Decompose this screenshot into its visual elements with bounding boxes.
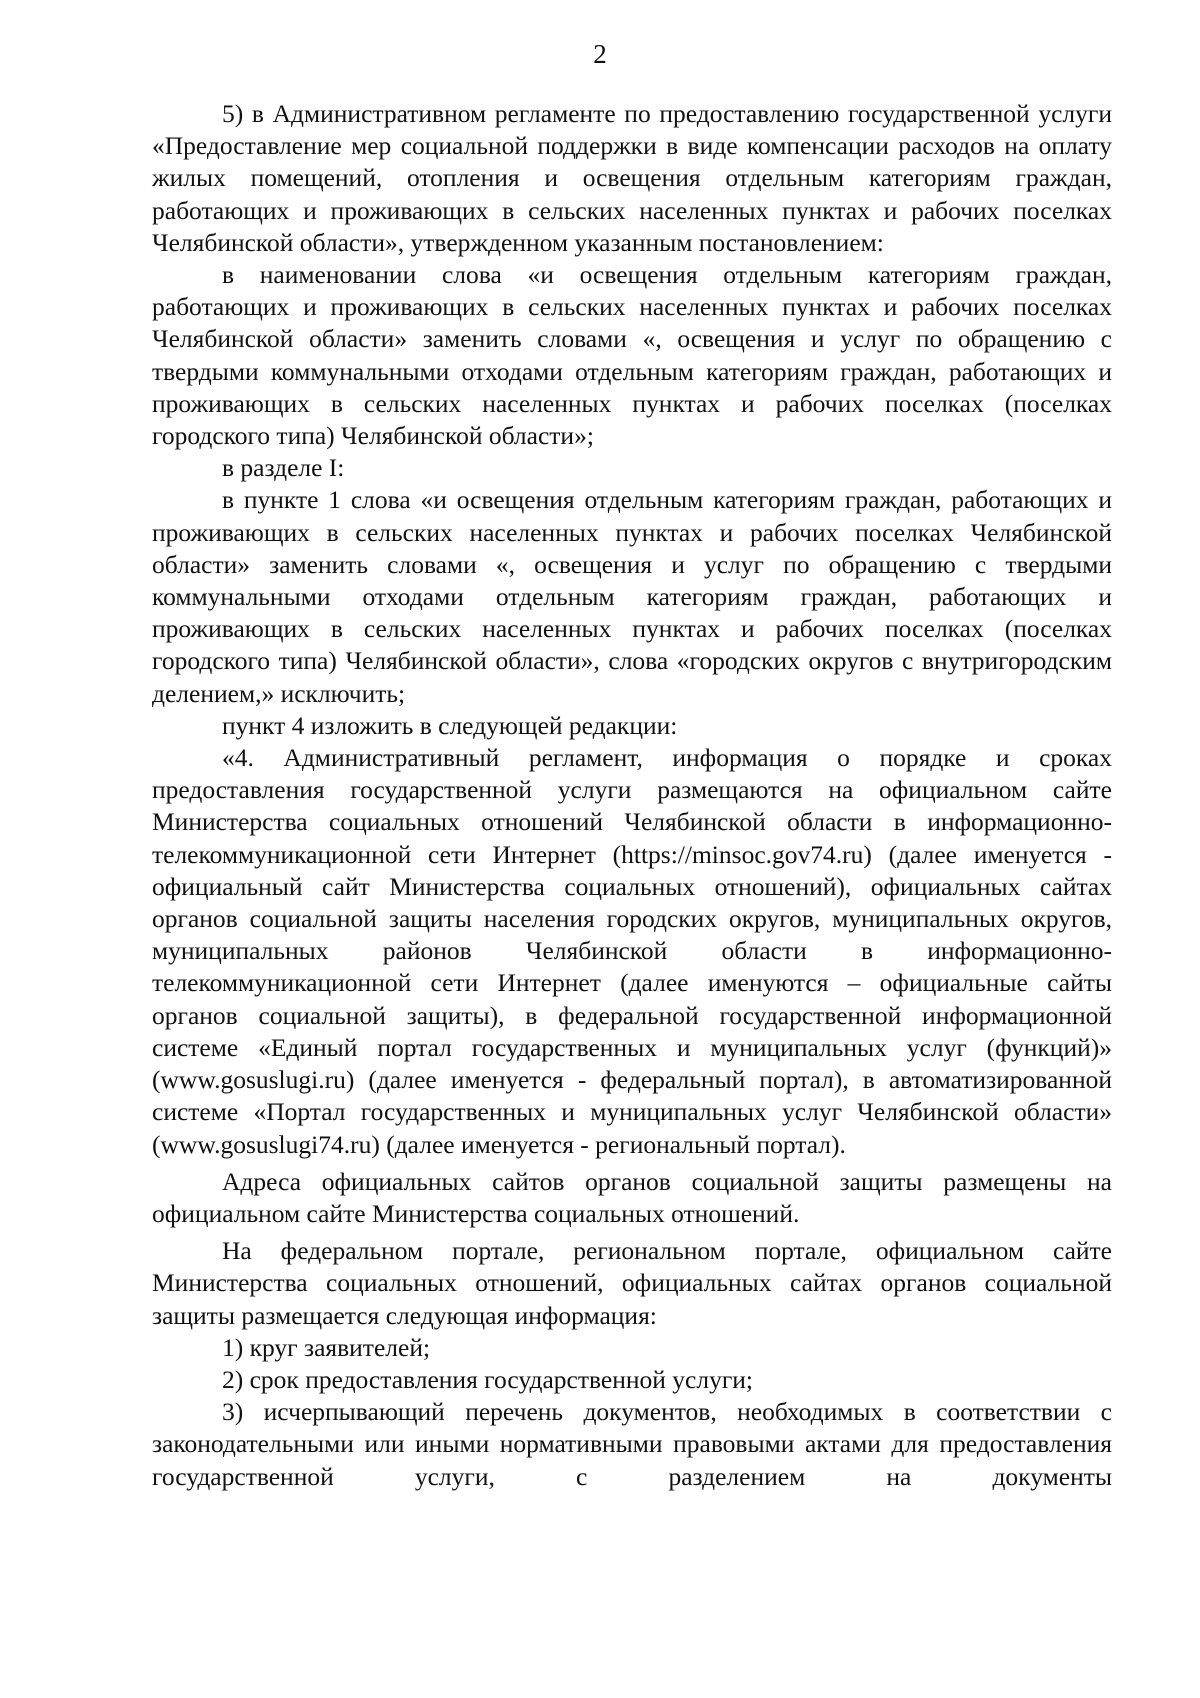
paragraph-amendment-5: 5) в Административном регламенте по предоставлению государственной услуги «Предоставление мер социальной поддержки в виде компенсации расходов на оплату жилых помещений, отопления и освещения отдельным категориям граждан, работающих и проживающих в сельских населенных пунктах и рабочих поселках Челябинской области», утвержденном указанным постановлением: <box>152 99 1112 257</box>
list-item-documents: 3) исчерпывающий перечень документов, необходимых в соответствии с законодательными или иными нормативными правовыми актами для предоставления государственной услуги, с разделением на документы <box>152 1397 1112 1491</box>
page-number: 2 <box>593 39 607 69</box>
document-body <box>152 98 1112 1493</box>
paragraph-addresses: Адреса официальных сайтов органов социальной защиты размещены на официальном сайте Министерства социальных отношений. <box>152 1166 1112 1228</box>
list-item-applicants: 1) круг заявителей; <box>222 1332 431 1362</box>
paragraph-item-1-change: в пункте 1 слова «и освещения отдельным категориям граждан, работающих и проживающих в сельских населенных пунктах и рабочих поселках Челябинской области» заменить словами «, освещения и услуг по обращению с твердыми коммунальными отходами отдельным категориям граждан, работающих и проживающих в сельских населенных пунктах и рабочих поселках (поселках городского типа) Челябинской области», слова «городских округов с внутригородским делением,» исключить; <box>152 485 1112 708</box>
paragraph-section-1: в разделе I: <box>222 453 345 483</box>
paragraph-title-change: в наименовании слова «и освещения отдельным категориям граждан, работающих и проживающих в сельских населенных пунктах и рабочих поселках Челябинской области» заменить словами «, освещения и услуг по обращению с твердыми коммунальными отходами отдельным категориям граждан, работающих и проживающих в сельских населенных пунктах и рабочих поселках (поселках городского типа) Челябинской области»; <box>152 260 1112 451</box>
paragraph-info-placement: На федеральном портале, региональном портале, официальном сайте Министерства социальных отношений, официальных сайтах органов социальной защиты размещается следующая информация: <box>152 1236 1112 1330</box>
list-item-service-term: 2) срок предоставления государственной услуги; <box>222 1364 754 1394</box>
paragraph-item-4-intro: пункт 4 изложить в следующей редакции: <box>222 710 678 740</box>
paragraph-item-4-text: «4. Административный регламент, информация о порядке и сроках предоставления государственной услуги размещаются на официальном сайте Министерства социальных отношений Челябинской области в информационно-телекоммуникационной сети Интернет (https://minsoc.gov74.ru) (далее именуется - официальный сайт Министерства социальных отношений), официальных сайтах органов социальной защиты населения городских округов, муниципальных округов, муниципальных районов Челябинской области в информационно-телекоммуникационной сети Интернет (далее именуются – официальные сайты органов социальной защиты), в федеральной государственной информационной системе «Единый портал государственных и муниципальных услуг (функций)» (www.gosuslugi.ru) (далее именуется - федеральный портал), в автоматизированной системе «Портал государственных и муниципальных услуг Челябинской области» (www.gosuslugi74.ru) (далее именуется - региональный портал). <box>152 743 1112 1159</box>
